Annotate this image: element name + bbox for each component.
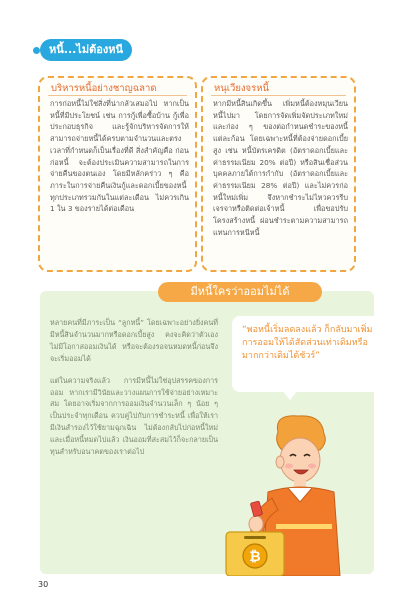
page-number: 30: [38, 580, 49, 589]
coin-slot: [244, 536, 266, 539]
header-dot: [33, 47, 40, 54]
debt-cycle-body: หากมีหนี้สินเกิดขึ้น เพิ่มหนี้ต้องหมุนเวียนหนี้ไปมา โดยการจัดเพิ่มจัดประเภทใหม่ และก่อง ๆ ของต่อกำหนดชำระของหนี้แต่ละก้อน โดยเฉพาะหนี้ที่ต้องจ่ายดอกเบี้ยสูง เช่น หนี้บัตรเครดิต (อัตราดอกเบี้ยและค่าธรรมเนียม 20% ต่อปี) หรือสินเชื่อส่วนบุคคลภายใต้การกำกับ (อัตราดอกเบี้ยและค่าธรรมเนียม 28% ต่อปี) และไม่ควรก่อหนี้ใหม่เพิ่ม จึงหากชำระไม่ไหวควรรีบเจรจาหรือติดต่อเจ้าหนี้ เพื่อขอปรับโครงสร้างหนี้ ผ่อนชำระตามความสามารถ แทนการหนีหนี้: [213, 99, 348, 237]
face: [280, 438, 320, 482]
coin-symbol: ₿: [249, 549, 261, 565]
vest-stripe: [276, 524, 332, 529]
card-divider: [211, 95, 346, 96]
left-cheek: [285, 464, 293, 469]
saving-paragraph: หลายคนที่มีภาระเป็น “ลูกหนี้” โดยเฉพาะอย่างยิ่งคนที่มีหนี้สินจำนวนมากหรือดอกเบี้ยสูง คงจะคิดว่าตัวเองไม่มีโอกาสออมเงินได้ หรือจะต้องรอจนหมดหนี้ก่อนจึงจะเริ่มออมได้: [50, 318, 218, 363]
debt-cycle-title: หนุเวียงจรหนี้: [214, 83, 269, 94]
man-saving-coin-illustration: [216, 412, 374, 576]
card-in-hand: [250, 501, 262, 517]
saving-section-text: [50, 317, 218, 468]
speech-bubble: “พอหนี้เริ่มลดลงแล้ว ก็กลับมาเพิ่มการออมให้ได้สัดส่วนเท่าเดิมหรือมากกว่าเดิมได้ชัวร์”: [232, 316, 388, 392]
smart-debt-title: บริหารหนี้อย่างชาญฉลาด: [51, 83, 157, 94]
smart-debt-body: การก่อหนี้ไม่ใช่สิ่งที่น่ากลัวเสมอไป หากเป็นหนี้ที่มีประโยชน์ เช่น การกู้เพื่อซื้อบ้าน กู้เพื่อประกอบธุรกิจ และรู้จักบริหารจัดการให้สามารถจ่ายหนี้ได้ครบตามจำนวนและตรงเวลาที่กำหนดก็เป็นเรื่องที่ดี สิ่งสำคัญคือ ก่อนก่อหนี้ จะต้องประเมินความสามารถในการจ่ายคืนของตนเอง โดยมีหลักคร่าว ๆ คือ ภาระในการจ่ายคืนเงินกู้และดอกเบี้ยของหนี้ทุกประเภทรวมกันในแต่ละเดือน ไม่ควรเกิน 1 ใน 3 ของรายได้ต่อเดือน: [50, 99, 189, 214]
ear: [276, 456, 284, 468]
debt-cycle-card: [201, 76, 356, 272]
hand: [249, 516, 263, 532]
saving-section-title: มีหนี้ใครว่าออมไม่ได้: [158, 282, 322, 302]
right-cheek: [308, 464, 316, 469]
speech-bubble-tail: [282, 390, 298, 400]
chapter-heading: หนี้...ไม่ต้องหนี: [40, 39, 132, 61]
card-divider: [48, 95, 187, 96]
saving-paragraph: แต่ในความจริงแล้ว การมีหนี้ไม่ใช่อุปสรรคของการออม หากเรามีวินัยและวางแผนการใช้จ่ายอย่างเหมาะสม โดยอาจเริ่มจากการออมเงินจำนวนเล็ก ๆ น้อย ๆ เป็นประจำทุกเดือน ควบคู่ไปกับการชำระหนี้ เพื่อให้เรามีเงินสำรองไว้ใช้ยามฉุกเฉิน ไม่ต้องกลับไปก่อหนี้ใหม่ และเมื่อหนี้หมดไปแล้ว เงินออมที่สะสมไว้ก็จะกลายเป็นทุนสำหรับอนาคตของเราต่อไป: [50, 375, 218, 457]
smart-debt-card: [38, 76, 197, 272]
